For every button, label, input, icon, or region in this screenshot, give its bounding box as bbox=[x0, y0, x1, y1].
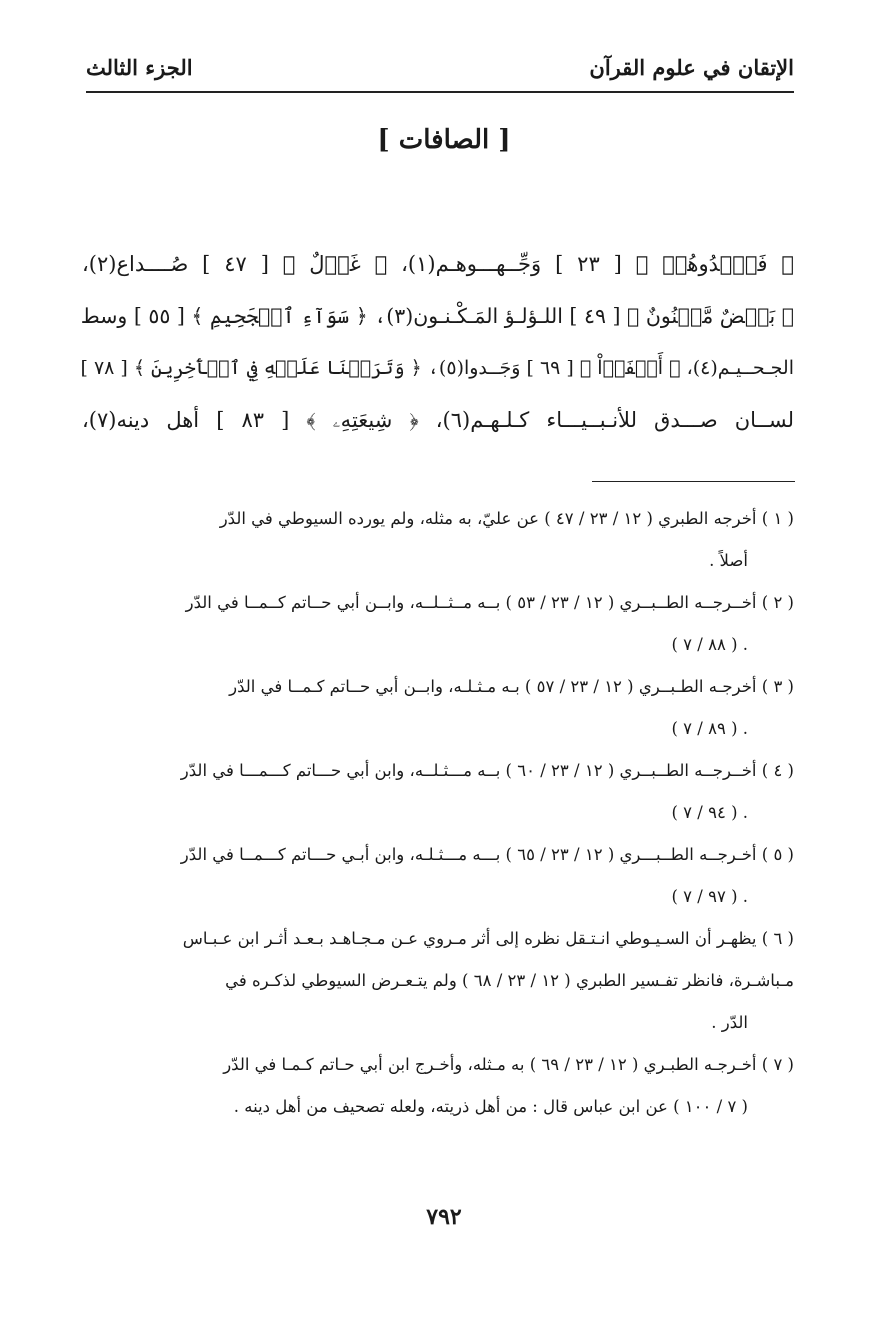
text-line: لســان صـــدق للأنـبــيـــاء كـلـهـم(٦)، ﴿ شِيعَتِهِۦ ﴾ [ ٨٣ ] أهل دينه(٧)، bbox=[82, 408, 794, 432]
footnote-1 bbox=[82, 498, 794, 582]
running-header bbox=[86, 48, 794, 90]
footnote-separator bbox=[592, 481, 795, 482]
footnote-line: ( ٢ ) أخــرجــه الطــبــري ( ١٢ / ٢٣ / ٥٣ ) بــه مــثــلــه، وابــن أبي حــاتم كــمــا في الدّر bbox=[185, 593, 794, 612]
footnote-line: أصلاً . bbox=[709, 551, 748, 570]
text-line: ﴿ فَٱهۡدُوهُمۡ ﴾ [ ٢٣ ] وَجِّــهـــوهـم(١)، ﴿ غَوۡلٌ ﴾ [ ٤٧ ] صُــــداع(٢)، bbox=[82, 252, 794, 276]
footnote-3 bbox=[82, 666, 794, 750]
footnote-line: . ( ٨٩ / ٧ ) bbox=[671, 719, 748, 738]
footnote-line: ( ٤ ) أخــرجــه الطــبــري ( ١٢ / ٢٣ / ٦٠ ) بــه مـــثـلــه، وابن أبي حـــاتم كـــمـــا في الدّر bbox=[180, 761, 794, 780]
footnote-6 bbox=[82, 918, 794, 1044]
footnote-line: ( ٦ ) يظهـر أن السـيـوطي انـتـقل نظره إلى أثر مـروي عـن مـجـاهـد بـعـد أثـر ابن عـبـاس bbox=[182, 929, 794, 948]
footnote-2 bbox=[82, 582, 794, 666]
text-line: الجـحــيـم(٤)، ﴿ أَلۡفَوۡاْ ﴾ [ ٦٩ ] وَجَــدوا(٥)، ﴿ وَتَرَكۡنَا عَلَيۡهِ فِي ٱلۡأٓخِرِينَ ﴾ [ ٧٨ ] bbox=[80, 357, 794, 379]
footnote-line: مـباشـرة، فانظر تفـسير الطبري ( ١٢ / ٢٣ / ٦٨ ) ولم يتـعـرض السيوطي لذكـره في bbox=[225, 971, 794, 990]
footnote-line: . ( ٩٤ / ٧ ) bbox=[671, 803, 748, 822]
header-rule bbox=[86, 91, 794, 93]
footnote-line: ( ١ ) أخرجه الطبري ( ١٢ / ٢٣ / ٤٧ ) عن عليّ، به مثله، ولم يورده السيوطي في الدّر bbox=[219, 509, 794, 528]
footnote-line: ( ٧ / ١٠٠ ) عن ابن عباس قال : من أهل ذريته، ولعله تصحيف من أهل دينه . bbox=[233, 1097, 748, 1116]
footnote-line: ( ٧ ) أخـرجـه الطبـري ( ١٢ / ٢٣ / ٦٩ ) به مـثله، وأخـرج ابن أبي حـاتم كـمـا في الدّر bbox=[223, 1055, 794, 1074]
footnote-line: . ( ٩٧ / ٧ ) bbox=[671, 887, 748, 906]
volume-label: الجزء الثالث bbox=[86, 55, 193, 80]
main-text bbox=[82, 238, 794, 446]
page-number: ٧٩٢ bbox=[426, 1204, 462, 1230]
footnote-7 bbox=[82, 1044, 794, 1128]
book-title: الإتقان في علوم القرآن bbox=[589, 55, 794, 80]
footnote-4 bbox=[82, 750, 794, 834]
text-line: ﴿ بَيۡضٌ مَّكۡنُونٌ ﴾ [ ٤٩ ] اللـؤلـؤ المَـكْـنـون(٣)، ﴿ سَوَآءِ ٱلۡجَحِيمِ ﴾ [ ٥٥ ] وسط bbox=[80, 304, 794, 328]
footnote-line: . ( ٨٨ / ٧ ) bbox=[671, 635, 748, 654]
footnote-line: الدّر . bbox=[711, 1013, 748, 1032]
footnote-line: ( ٥ ) أخـرجــه الطــبـــري ( ١٢ / ٢٣ / ٦٥ ) بـــه مـــثـلـه، وابن أبـي حـــاتم كـــمــا في الدّر bbox=[180, 845, 794, 864]
section-title: [ الصافات ] bbox=[377, 125, 511, 155]
footnote-line: ( ٣ ) أخرجـه الطـبــري ( ١٢ / ٢٣ / ٥٧ ) بـه مـثـلـه، وابــن أبي حــاتم كـمــا في الدّر bbox=[229, 677, 794, 696]
footnotes bbox=[82, 498, 794, 1128]
footnote-5 bbox=[82, 834, 794, 918]
